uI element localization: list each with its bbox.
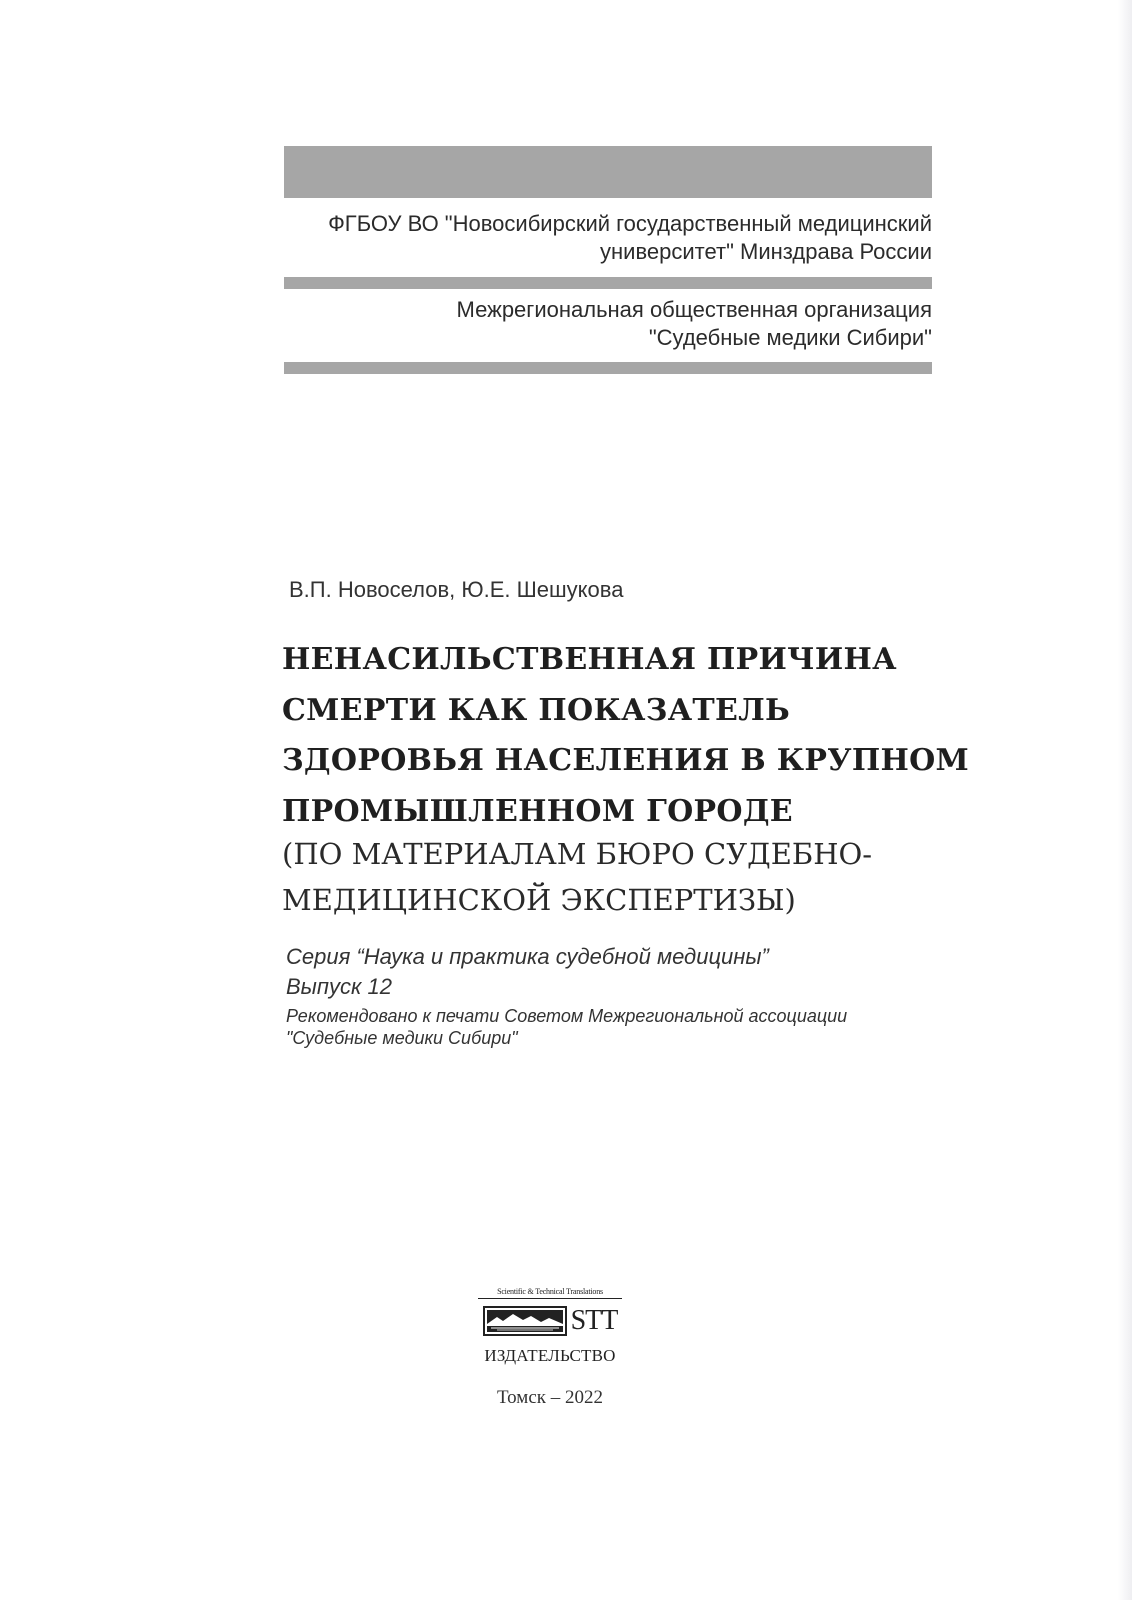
publisher-logo bbox=[470, 1303, 630, 1339]
subtitle-line: (ПО МАТЕРИАЛАМ БЮРО СУДЕБНО- bbox=[282, 837, 873, 871]
book-subtitle bbox=[282, 831, 932, 923]
publisher-logo-text: STT bbox=[570, 1305, 618, 1336]
divider-rule bbox=[284, 362, 932, 374]
city-year: Томск – 2022 bbox=[496, 1387, 603, 1408]
header-top-bar bbox=[284, 146, 932, 198]
book-title bbox=[282, 635, 970, 837]
page-edge-shadow bbox=[1118, 0, 1132, 1600]
recommendation-note bbox=[286, 1005, 936, 1049]
university-affiliation bbox=[284, 210, 932, 266]
recommendation-line-1: Рекомендовано к печати Советом Межрегиональной ассоциации bbox=[286, 1006, 848, 1026]
university-line-1: ФГБОУ ВО "Новосибирский государственный медицинский bbox=[328, 211, 932, 236]
publisher-tagline: Scientific & Technical Translations bbox=[478, 1287, 622, 1299]
series-name: Серия “Наука и практика судебной медицины” bbox=[286, 944, 769, 969]
series-info bbox=[286, 942, 936, 1002]
subtitle-line: МЕДИЦИНСКОЙ ЭКСПЕРТИЗЫ) bbox=[282, 883, 796, 917]
organization-line-2: "Судебные медики Сибири" bbox=[648, 325, 932, 350]
authors: В.П. Новоселов, Ю.Е. Шешукова bbox=[289, 577, 624, 602]
publisher-block bbox=[470, 1287, 630, 1409]
title-line: ЗДОРОВЬЯ НАСЕЛЕНИЯ В КРУПНОМ bbox=[282, 743, 970, 778]
publisher-name: ИЗДАТЕЛЬСТВО bbox=[484, 1346, 616, 1365]
title-line: ПРОМЫШЛЕННОМ ГОРОДЕ bbox=[282, 793, 793, 829]
university-line-2: университет" Минздрава России bbox=[600, 239, 932, 264]
title-line: НЕНАСИЛЬСТВЕННАЯ ПРИЧИНА bbox=[282, 642, 897, 677]
title-line: СМЕРТИ КАК ПОКАЗАТЕЛЬ bbox=[282, 692, 791, 728]
series-issue: Выпуск 12 bbox=[286, 974, 392, 999]
recommendation-line-2: "Судебные медики Сибири" bbox=[286, 1028, 518, 1048]
mountain-lake-icon bbox=[483, 1306, 567, 1336]
divider-rule bbox=[284, 277, 932, 289]
organization-affiliation bbox=[284, 296, 932, 352]
organization-line-1: Межрегиональная общественная организация bbox=[456, 297, 932, 322]
